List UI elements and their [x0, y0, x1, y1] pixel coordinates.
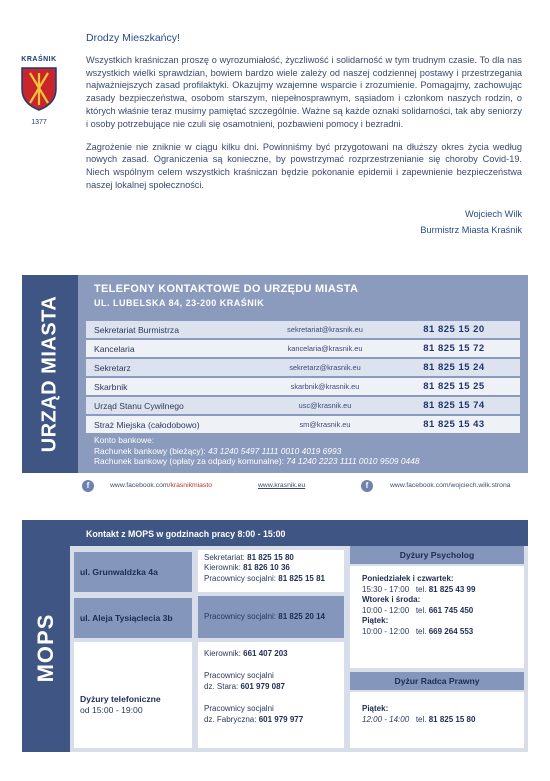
radca-hours: 12:00 - 14:00 — [362, 714, 410, 724]
psycholog-phone-2: 661 745 450 — [428, 605, 474, 615]
bank-account-waste — [94, 456, 419, 467]
psycholog-day-1: Poniedziałek i czwartek: — [362, 574, 454, 583]
psycholog-tel-label-2: tel. — [415, 605, 427, 615]
facebook-icon[interactable]: f — [361, 480, 373, 492]
bank1-label: Rachunek bankowy (bieżący): — [94, 445, 206, 456]
grunwaldzka-contacts — [198, 550, 344, 592]
city-hall-side-label: URZĄD MIASTA — [38, 295, 61, 453]
psycholog-day-2: Wtorek i środa: — [362, 595, 421, 605]
psycholog-tel-label-1: tel. — [415, 584, 427, 594]
city-hall-title: TELEFONY KONTAKTOWE DO URZĘDU MIASTA — [94, 283, 359, 295]
mops-addresses — [70, 546, 196, 752]
mayor-letter — [86, 32, 522, 238]
facebook-prefix: www.facebook.com/ — [110, 482, 171, 489]
contact-phone: 81 825 15 20 — [423, 324, 485, 335]
facebook-icon[interactable]: f — [82, 480, 94, 492]
city-hall-address: UL. LUBELSKA 84, 23-200 KRAŚNIK — [94, 298, 265, 308]
aleja-pracownicy-label: Pracownicy socjalni: — [204, 612, 277, 621]
letter-greeting: Drodzy Mieszkańcy! — [86, 32, 180, 44]
table-row — [86, 416, 520, 433]
mops-header: Kontakt z MOPS w godzinach pracy 8:00 - 15:00 — [70, 520, 528, 546]
psycholog-phone-3: 669 264 553 — [428, 626, 474, 636]
mops-contacts — [196, 546, 346, 752]
bank-accounts — [94, 435, 419, 467]
mops-body — [70, 546, 528, 752]
city-hall-side-banner — [22, 275, 78, 473]
lower-kierownik-phone: 661 407 203 — [243, 649, 288, 658]
pracownicy-label: Pracownicy socjalni: — [204, 573, 277, 583]
letter-signature — [86, 206, 522, 238]
bank2-number: 74 1240 2223 1111 0010 9509 0448 — [286, 456, 420, 467]
phone-duty-hours: od 15:00 - 19:00 — [80, 705, 143, 715]
fabryczna-phone: 601 979 977 — [258, 714, 304, 724]
city-logo — [14, 56, 64, 176]
address-aleja: ul. Aleja Tysiąclecia 3b — [74, 598, 192, 638]
aleja-contacts — [198, 596, 344, 638]
signature-title: Burmistrz Miasta Kraśnik — [420, 224, 522, 235]
facebook-mayor-link[interactable]: www.facebook.com/wojciech.wilk.strona — [390, 482, 511, 489]
mops-side-label: MOPS — [33, 613, 58, 683]
facebook-city-link[interactable] — [110, 482, 212, 489]
psycholog-phone-1: 81 825 43 99 — [428, 584, 476, 594]
table-row — [86, 321, 520, 338]
phone-duty-box — [74, 642, 192, 748]
contact-phone: 81 825 15 25 — [423, 381, 485, 392]
stara-label-1: Pracownicy socjalni — [204, 671, 274, 681]
city-hall-contacts — [78, 275, 528, 473]
psycholog-hours-2: 10:00 - 12:00 — [362, 605, 410, 615]
mops-side-banner — [22, 520, 70, 752]
radca-tel-label: tel. — [415, 714, 427, 724]
pracownicy-phone: 81 825 15 81 — [278, 573, 325, 583]
sekretariat-label: Sekretariat: — [204, 553, 245, 562]
coat-of-arms-icon — [19, 65, 59, 111]
contact-name: Kancelaria — [94, 343, 135, 354]
contact-name: Sekretarz — [94, 362, 131, 373]
radca-day: Piątek: — [362, 704, 389, 713]
address-grunwaldzka: ul. Grunwaldzka 4a — [74, 552, 192, 592]
bank-account-current — [94, 446, 419, 457]
radca-schedule — [350, 692, 524, 748]
psycholog-day-3: Piątek: — [362, 616, 389, 626]
contact-phone: 81 825 15 74 — [423, 400, 485, 411]
contact-email[interactable]: sm@krasnik.eu — [299, 420, 351, 429]
stara-label-2: dz. Stara: — [204, 681, 239, 691]
logo-year: 1377 — [31, 119, 47, 126]
mops-duty-hours — [348, 546, 526, 752]
contact-name: Skarbnik — [94, 381, 128, 392]
links-bar — [78, 479, 528, 495]
contact-phone: 81 825 15 24 — [423, 362, 485, 373]
contact-email[interactable]: skarbnik@krasnik.eu — [290, 382, 360, 391]
contact-phone: 81 825 15 72 — [423, 343, 485, 354]
kierownik-label: Kierownik: — [204, 563, 241, 573]
contact-email[interactable]: usc@krasnik.eu — [298, 401, 352, 410]
city-hall-panel — [22, 275, 528, 498]
table-row — [86, 340, 520, 357]
logo-city-name: KRAŚNIK — [21, 56, 57, 63]
contact-name: Straż Miejska (całodobowo) — [94, 419, 200, 430]
table-row — [86, 397, 520, 414]
table-row — [86, 359, 520, 376]
bank1-number: 43 1240 5497 1111 0010 4019 6993 — [208, 445, 342, 456]
psycholog-title: Dyżury Psycholog — [350, 546, 524, 564]
contact-table — [86, 321, 520, 435]
contact-phone: 81 825 15 43 — [423, 419, 485, 430]
lower-contacts — [198, 642, 344, 748]
mops-panel — [22, 520, 528, 752]
contact-email[interactable]: sekretarz@krasnik.eu — [289, 363, 361, 372]
table-row — [86, 378, 520, 395]
letter-paragraph-1: Wszystkich kraśniczan proszę o wyrozumiałość, życzliwość i solidarność w tym trudnym czasie. To dla nas wszystkich wielki sprawdzian, bowiem bardzo wiele zależy od naszej codziennej postawy i przestrzegania najważniejszych zasad profilaktyki. Okazujmy wzajemne wsparcie i zrozumienie. Pomagajmy, zachowując zasady bezpieczeństwa, osobom starszym, niepełnosprawnym, sąsiadom i członkom naszych rodzin, o których właśnie teraz musimy pamiętać szczególnie. Ważne są każde oznaki solidarności, tak aby seniorzy i osoby potrzebujące nie czuli się osamotnieni, pozbawieni pomocy i bezradni. — [86, 54, 522, 129]
contact-email[interactable]: kancelaria@krasnik.eu — [287, 344, 363, 353]
psycholog-schedule — [350, 566, 524, 668]
city-hall-header — [94, 283, 358, 308]
signature-name: Wojciech Wilk — [464, 208, 522, 219]
phone-duty-title: Dyżury telefoniczne — [80, 694, 161, 704]
facebook-city-handle: krasnikmiasto — [170, 482, 213, 489]
aleja-pracownicy-phone: 81 825 20 14 — [278, 612, 325, 621]
stara-phone: 601 979 087 — [240, 681, 285, 691]
psycholog-hours-3: 10:00 - 12:00 — [362, 626, 410, 636]
sekretariat-phone: 81 825 15 80 — [247, 553, 294, 562]
fabryczna-label-2: dz. Fabryczna: — [204, 714, 257, 724]
kierownik-phone: 81 826 10 36 — [243, 563, 290, 573]
bank2-label: Rachunek bankowy (opłaty za odpady komunalne): — [94, 456, 284, 467]
bank-title: Konto bankowe: — [94, 435, 155, 445]
psycholog-hours-1: 15:30 - 17:00 — [362, 584, 410, 594]
lower-kierownik-label: Kierownik: — [204, 649, 241, 658]
contact-email[interactable]: sekretariat@krasnik.eu — [287, 325, 363, 334]
website-link[interactable]: www.krasnik.eu — [258, 482, 306, 489]
radca-phone: 81 825 15 80 — [428, 714, 476, 724]
contact-name: Urząd Stanu Cywilnego — [94, 400, 184, 411]
radca-title: Dyżur Radca Prawny — [350, 672, 524, 690]
psycholog-tel-label-3: tel. — [415, 626, 427, 636]
letter-paragraph-2: Zagrożenie nie zniknie w ciągu kilku dni. Powinniśmy być przygotowani na dłuższy okres życia według nowych zasad. Ograniczenia są konieczne, by powstrzymać rozprzestrzenianie się choroby Covid-19. Niech wspólnym celem wszystkich kraśniczan będzie pokonanie epidemii i zapewnienie bezpieczeństwa naszej lokalnej społeczności. — [86, 141, 522, 190]
fabryczna-label-1: Pracownicy socjalni — [204, 704, 274, 714]
contact-name: Sekretariat Burmistrza — [94, 324, 180, 335]
